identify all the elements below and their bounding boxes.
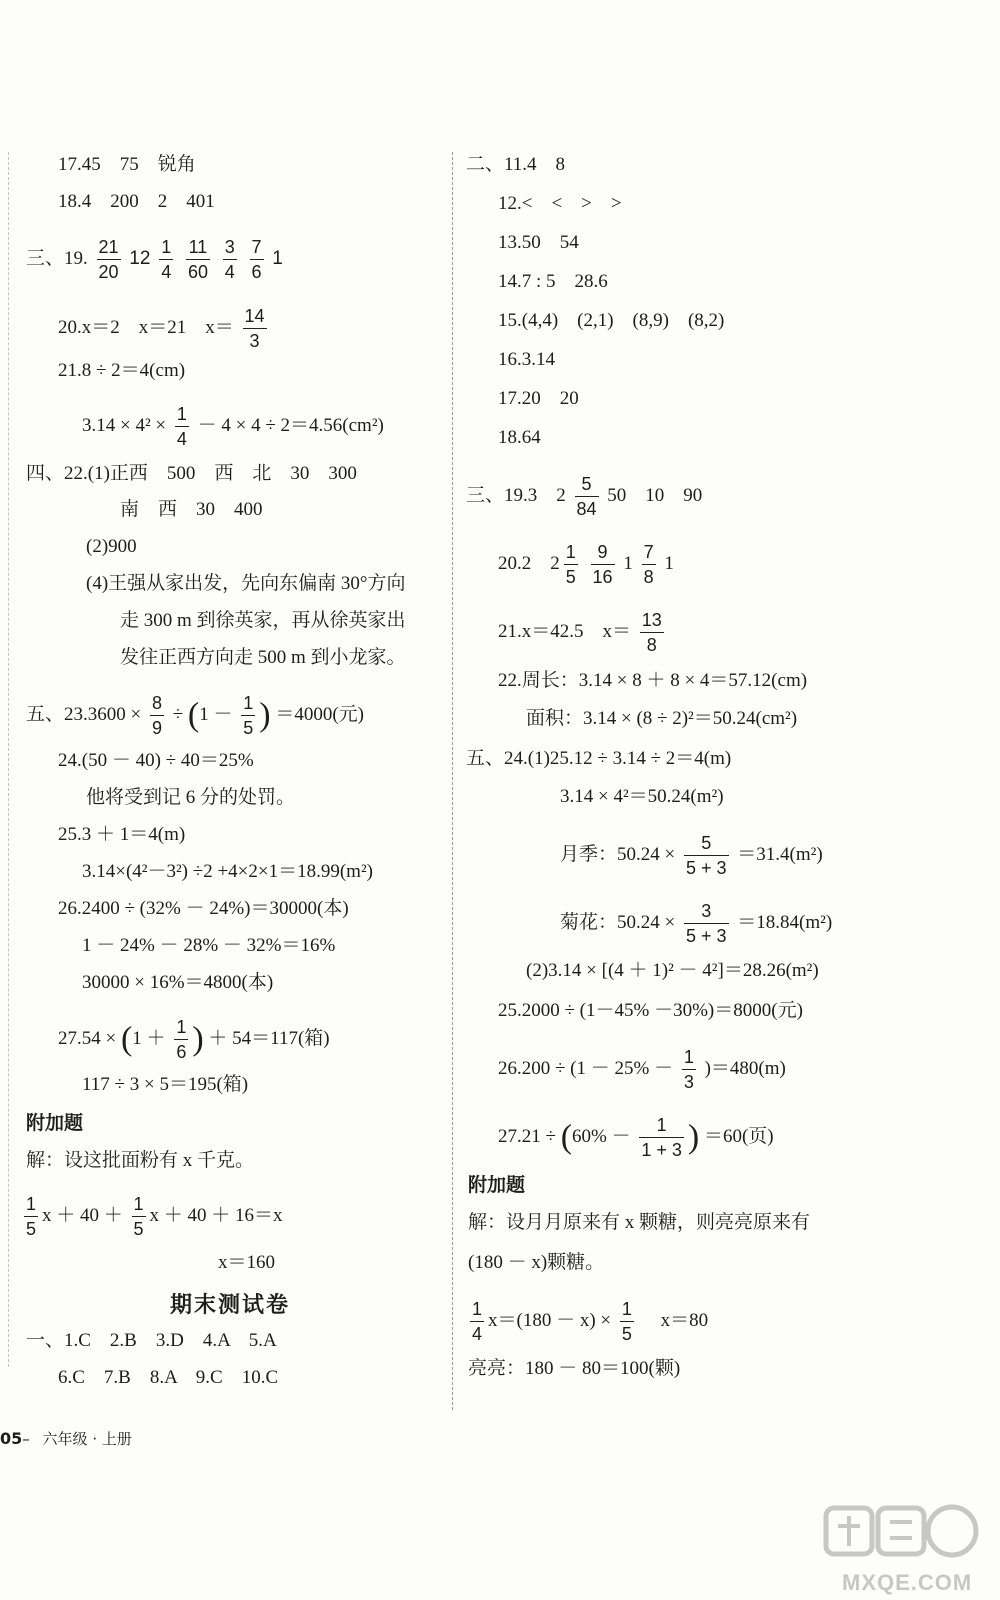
answer-r17: 17.20 20 <box>498 388 579 409</box>
fraction: $\frac{7}{8}$ <box>643 542 654 587</box>
answer-r25: 25.2000 ÷ (1－45% －30%)＝8000(元) <box>498 1000 803 1021</box>
page-footer: 05– 六年级 · 上册 <box>0 1429 132 1448</box>
answer-r24-rose: 月季：50.24 × $\frac{5}{5 + 3}$ ＝31.4(m²) <box>560 833 823 878</box>
mc-answers-1: 一、1.C 2.B 3.D 4.A 5.A <box>26 1330 277 1351</box>
fraction: $\frac{1}{3}$ <box>683 1047 694 1092</box>
extra-solution-right: 解：设月月原来有 x 颗糖，则亮亮原来有 <box>468 1212 811 1233</box>
fraction: $\frac{3}{4}$ <box>224 237 235 282</box>
fraction: $\frac{1}{5}$ <box>26 1194 37 1239</box>
answer-26-b: 1 － 24% － 28% － 32%＝16% <box>82 935 336 956</box>
fraction: $\frac{1}{5}$ <box>133 1194 144 1239</box>
answer-17: 17.45 75 锐角 <box>58 154 196 175</box>
answer-25-formula: 3.14×(4²－3²) ÷2 +4×2×1＝18.99(m²) <box>82 861 373 882</box>
fraction: $\frac{1}{5}$ <box>621 1299 632 1344</box>
answer-27: 27.54 × (1 ＋ $\frac{1}{6}$ ) ＋ 54＝117(箱) <box>58 1017 330 1062</box>
right-column <box>466 0 1000 1440</box>
fraction: $\frac{8}{9}$ <box>151 693 162 738</box>
fraction: $\frac{7}{6}$ <box>251 237 262 282</box>
answer-21: 21.8 ÷ 2＝4(cm) <box>58 360 186 381</box>
extra-result-right: 亮亮：180 － 80＝100(颗) <box>468 1358 681 1379</box>
watermark-logo <box>820 1498 980 1598</box>
answer-25: 25.3 ＋ 1＝4(m) <box>58 824 186 845</box>
answer-19: 三、19. $\frac{21}{20}$ 12 $\frac{1}{4}$ $\frac{11}{60}$ $\frac{3}{4}$ $\frac{7}{6}$ 1 <box>26 237 283 282</box>
fraction: $\frac{1}{1 + 3}$ <box>641 1115 682 1160</box>
fraction: $\frac{1}{5}$ <box>243 693 254 738</box>
fraction: $\frac{5}{84}$ <box>576 474 597 519</box>
fraction: $\frac{9}{16}$ <box>592 542 613 587</box>
answer-r19: 三、19.3 2 $\frac{5}{84}$ 50 10 90 <box>466 474 703 519</box>
answer-r24-area: 3.14 × 4²＝50.24(m²) <box>560 786 724 807</box>
extra-equation: $\frac{1}{5}$ x ＋ 40 ＋ $\frac{1}{5}$ x ＋ 40 ＋ 16＝x <box>26 1194 283 1239</box>
fraction: $\frac{11}{60}$ <box>187 237 208 282</box>
answer-r11: 二、11.4 8 <box>466 154 566 175</box>
watermark-text: MXQE.COM <box>842 1570 973 1595</box>
answer-r13: 13.50 54 <box>498 232 579 253</box>
answer-23: 五、23.3600 × $\frac{8}{9}$ ÷ (1 － $\frac{1}{5}$ ) ＝4000(元) <box>26 693 365 738</box>
grade-label: 六年级 · 上册 <box>42 1430 132 1448</box>
answer-22-4-cont: 走 300 m 到徐英家，再从徐英家出 <box>120 610 406 631</box>
answer-26: 26.2400 ÷ (32% － 24%)＝30000(本) <box>58 898 349 919</box>
fraction: $\frac{1}{6}$ <box>176 1017 187 1062</box>
answer-22-1-cont: 南 西 30 400 <box>120 499 263 520</box>
fraction: $\frac{3}{5 + 3}$ <box>685 901 727 946</box>
extra-title-right: 附加题 <box>468 1174 526 1196</box>
extra-result: x＝160 <box>218 1252 276 1273</box>
answer-22-2: (2)900 <box>86 536 137 557</box>
extra-equation-right: $\frac{1}{4}$ x＝(180 － x) × $\frac{1}{5}$ x＝80 <box>472 1299 709 1344</box>
answer-r27: 27.21 ÷ (60% － $\frac{1}{1 + 3}$ ) ＝60(页) <box>498 1115 774 1160</box>
mc-answers-2: 6.C 7.B 8.A 9.C 10.C <box>58 1367 279 1388</box>
answer-r24-1: 五、24.(1)25.12 ÷ 3.14 ÷ 2＝4(m) <box>466 748 732 769</box>
watermark-icon <box>820 1498 980 1568</box>
answer-27-b: 117 ÷ 3 × 5＝195(箱) <box>82 1074 249 1095</box>
answer-r24-2: (2)3.14 × [(4 ＋ 1)² － 4²]＝28.26(m²) <box>526 960 819 981</box>
fraction: $\frac{1}{4}$ <box>161 237 172 282</box>
left-column <box>0 0 460 1440</box>
section-title: 期末测试卷 <box>170 1293 291 1318</box>
extra-title: 附加题 <box>26 1112 84 1134</box>
answer-21-formula: 3.14 × 4² × $\frac{1}{4}$ － 4 × 4 ÷ 2＝4.56(cm²) <box>82 404 384 449</box>
fraction: $\frac{1}{4}$ <box>176 404 187 449</box>
page-number: 05 <box>0 1429 23 1448</box>
fraction: $\frac{5}{5 + 3}$ <box>685 833 727 878</box>
answer-r22-area: 面积：3.14 × (8 ÷ 2)²＝50.24(cm²) <box>526 708 798 729</box>
fraction: $\frac{21}{20}$ <box>98 237 119 282</box>
answer-r14: 14.7 : 5 28.6 <box>498 271 608 292</box>
extra-solution: 解：设这批面粉有 x 千克。 <box>26 1150 255 1171</box>
answer-24-text: 他将受到记 6 分的处罚。 <box>86 787 296 808</box>
answer-r18: 18.64 <box>498 427 541 448</box>
extra-solution-right-cont: (180 － x)颗糖。 <box>468 1252 605 1273</box>
answer-22-4: (4)王强从家出发，先向东偏南 30°方向 <box>86 573 406 594</box>
answer-r20: 20.2 2 $\frac{1}{5}$ $\frac{9}{16}$ 1 $\frac{7}{8}$ 1 <box>498 542 674 587</box>
answer-r26: 26.200 ÷ (1 － 25% － $\frac{1}{3}$ )＝480(m) <box>498 1047 786 1092</box>
answer-r15: 15.(4,4) (2,1) (8,9) (8,2) <box>498 310 725 331</box>
answer-r16: 16.3.14 <box>498 349 555 370</box>
fraction: $\frac{14}{3}$ <box>244 306 265 351</box>
answer-24: 24.(50 － 40) ÷ 40＝25% <box>58 750 254 771</box>
answer-22-1: 四、22.(1)正西 500 西 北 30 300 <box>26 463 357 484</box>
answer-r21: 21.x＝42.5 x＝ $\frac{13}{8}$ <box>498 610 662 655</box>
fraction: $\frac{1}{4}$ <box>472 1299 483 1344</box>
answer-r24-chrysanthemum: 菊花：50.24 × $\frac{3}{5 + 3}$ ＝18.84(m²) <box>560 901 833 946</box>
answer-r22-perimeter: 22.周长：3.14 × 8 ＋ 8 × 4＝57.12(cm) <box>498 670 808 691</box>
answer-r12: 12.< < > > <box>498 193 622 214</box>
answer-20: 20.x＝2 x＝21 x＝ $\frac{14}{3}$ <box>58 306 265 351</box>
answer-22-4-cont2: 发往正西方向走 500 m 到小龙家。 <box>120 647 406 668</box>
answer-26-c: 30000 × 16%＝4800(本) <box>82 972 274 993</box>
fraction: $\frac{1}{5}$ <box>565 542 576 587</box>
fraction: $\frac{13}{8}$ <box>641 610 662 655</box>
answer-18: 18.4 200 2 401 <box>58 191 215 212</box>
